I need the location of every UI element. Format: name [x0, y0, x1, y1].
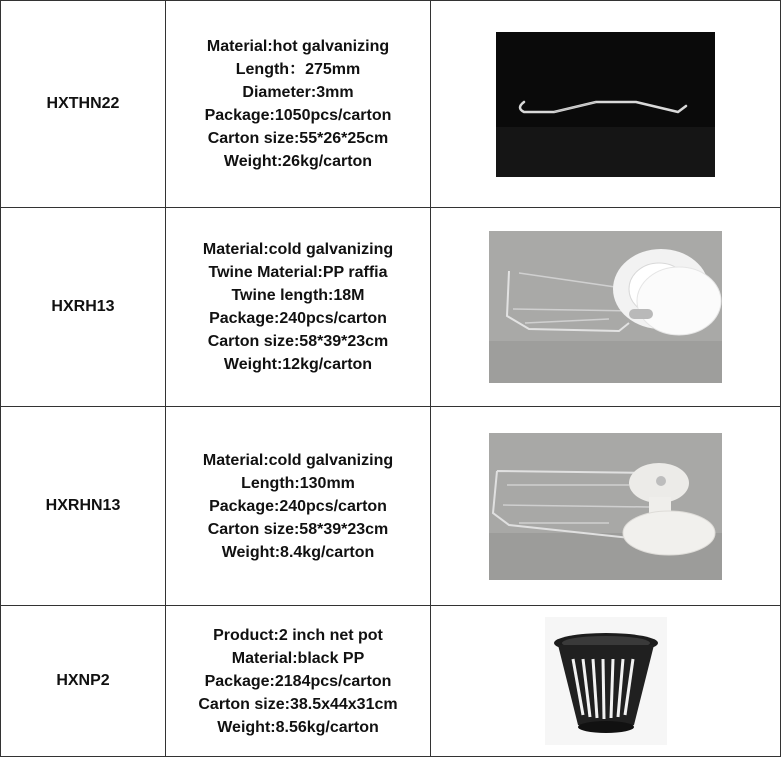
- spec-line: Package:1050pcs/carton: [204, 107, 392, 124]
- product-photo-cell: [431, 606, 781, 757]
- product-code: HXNP2: [1, 606, 166, 757]
- product-photo-cell: [431, 208, 781, 407]
- spec-line: Carton size:55*26*25cm: [207, 130, 389, 147]
- spec-line: Weight:12kg/carton: [223, 356, 373, 373]
- spec-line: Material:black PP: [231, 649, 365, 667]
- spec-line: Diameter:3mm: [242, 84, 354, 101]
- table-row: [1, 208, 781, 407]
- spec-line: Length：275mm: [235, 61, 361, 78]
- product-code: HXRHN13: [1, 407, 166, 606]
- spec-line: Twine length:18M: [231, 287, 365, 304]
- spec-line: Carton size:58*39*23cm: [207, 520, 389, 538]
- wire-hook-photo-icon: [496, 32, 715, 177]
- table-row: [1, 606, 781, 757]
- spec-line: Carton size:58*39*23cm: [207, 333, 389, 350]
- roller-hook-with-twine-photo-icon: [489, 231, 722, 383]
- spec-line: Material:cold galvanizing: [202, 241, 394, 258]
- spec-line: Twine Material:PP raffia: [208, 264, 388, 281]
- spec-line: Package:240pcs/carton: [209, 497, 387, 515]
- spec-line: Material:cold galvanizing: [202, 451, 394, 469]
- spec-line: Carton size:38.5x44x31cm: [198, 695, 398, 713]
- table-row: [1, 407, 781, 606]
- spec-line: Length:130mm: [241, 474, 355, 492]
- table-row: [1, 1, 781, 208]
- spec-line: Weight:8.4kg/carton: [221, 543, 375, 561]
- product-specs: [166, 606, 431, 757]
- spec-line: Product:2 inch net pot: [213, 626, 383, 644]
- product-specs: [166, 407, 431, 606]
- product-photo-cell: [431, 407, 781, 606]
- product-code: HXRH13: [1, 208, 166, 407]
- spec-line: Package:2184pcs/carton: [204, 672, 392, 690]
- product-photo-cell: [431, 1, 781, 208]
- product-code: HXTHN22: [1, 1, 166, 208]
- spec-line: Weight:26kg/carton: [223, 153, 373, 170]
- spec-line: Material:hot galvanizing: [206, 38, 390, 55]
- spec-line: Weight:8.56kg/carton: [217, 718, 379, 736]
- net-pot-photo-icon: [545, 617, 667, 745]
- product-specs: [166, 1, 431, 208]
- roller-hook-empty-photo-icon: [489, 433, 722, 580]
- product-specs: [166, 208, 431, 407]
- spec-line: Package:240pcs/carton: [209, 310, 387, 327]
